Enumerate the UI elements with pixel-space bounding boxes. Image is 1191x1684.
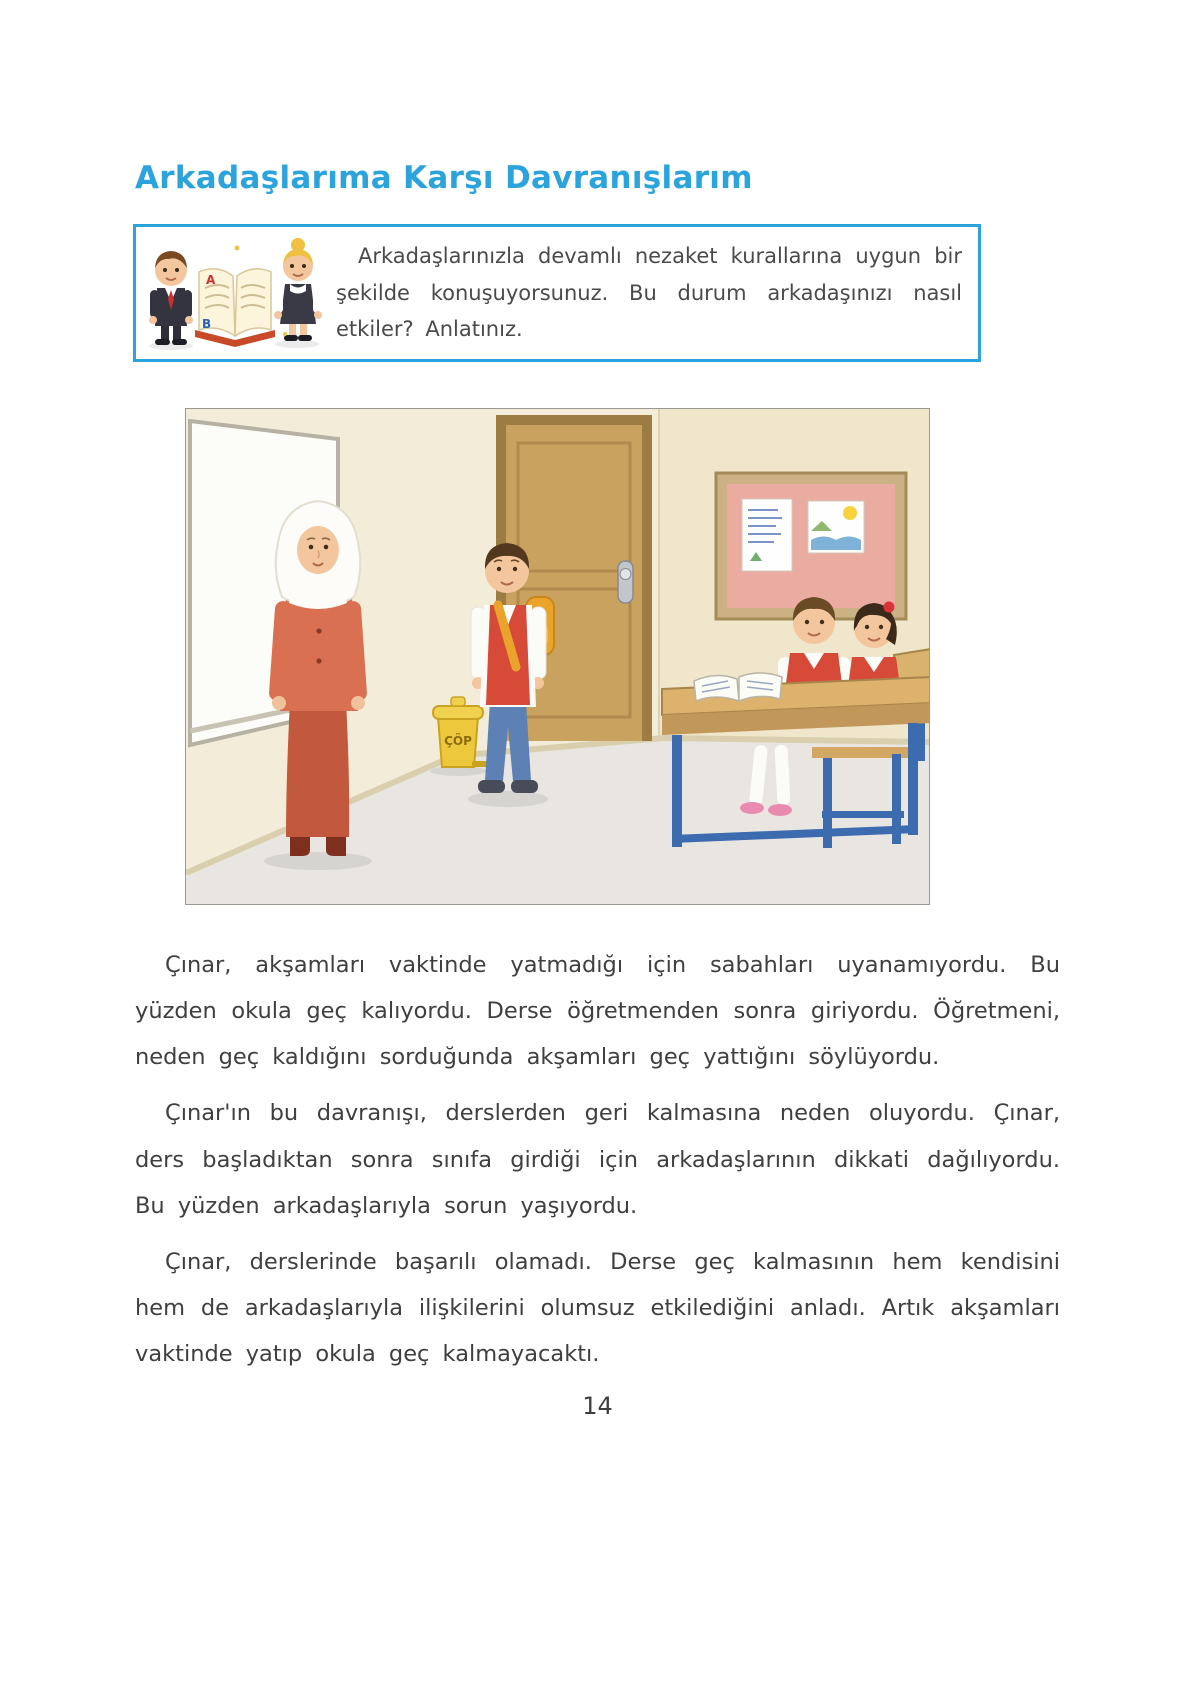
activity-box bbox=[133, 224, 981, 362]
activity-text: Arkadaşlarınızla devamlı nezaket kurallarına uygun bir şekilde konuşuyorsunuz. Bu durum arkadaşınızı nasıl etkiler? Anlatınız. bbox=[336, 243, 962, 342]
children-book-scene bbox=[139, 232, 329, 354]
page-number: 14 bbox=[582, 1392, 613, 1420]
pinned-drawing bbox=[808, 501, 864, 553]
classroom-scene bbox=[186, 409, 930, 905]
book-letter-a: A bbox=[206, 273, 216, 287]
sparkle-icon bbox=[283, 332, 287, 336]
book-letter-b: B bbox=[202, 317, 212, 331]
trash-can-label: ÇÖP bbox=[444, 734, 472, 748]
story-text bbox=[135, 942, 1060, 1387]
activity-open-book bbox=[195, 269, 275, 347]
door-handle-icon bbox=[618, 561, 633, 603]
page-title: Arkadaşlarıma Karşı Davranışlarım bbox=[135, 160, 753, 196]
story-paragraph-3: Çınar, derslerinde başarılı olamadı. Derse geç kalmasının hem kendisini hem de arkadaşlarıyla ilişkilerini olumsuz etkilediğini anladı. Artık akşamları vaktinde yatıp okula geç kalmayacaktı. bbox=[135, 1248, 1060, 1367]
teacher-headscarf bbox=[276, 501, 361, 609]
bulletin-board bbox=[716, 473, 906, 619]
hair-bow-icon bbox=[884, 602, 895, 613]
story-paragraph-1: Çınar, akşamları vaktinde yatmadığı için sabahları uyanamıyordu. Bu yüzden okula geç kalıyordu. Derse öğretmenden sonra giriyordu. Öğretmeni, neden geç kaldığını sorduğunda akşamları geç yattığını söylüyordu. bbox=[135, 952, 1060, 1071]
activity-girl-figure bbox=[274, 238, 322, 348]
sparkle-icon bbox=[235, 246, 240, 251]
classroom-illustration bbox=[185, 408, 930, 905]
pinned-note bbox=[742, 499, 792, 571]
story-paragraph-2: Çınar'ın bu davranışı, derslerden geri kalmasına neden oluyordu. Çınar, ders başladıktan sonra sınıfa girdiği için arkadaşlarının dikkati dağılıyordu. Bu yüzden arkadaşlarıyla sorun yaşıyordu. bbox=[135, 1100, 1060, 1219]
activity-boy-figure bbox=[149, 251, 193, 350]
children-book-illustration bbox=[136, 232, 332, 354]
